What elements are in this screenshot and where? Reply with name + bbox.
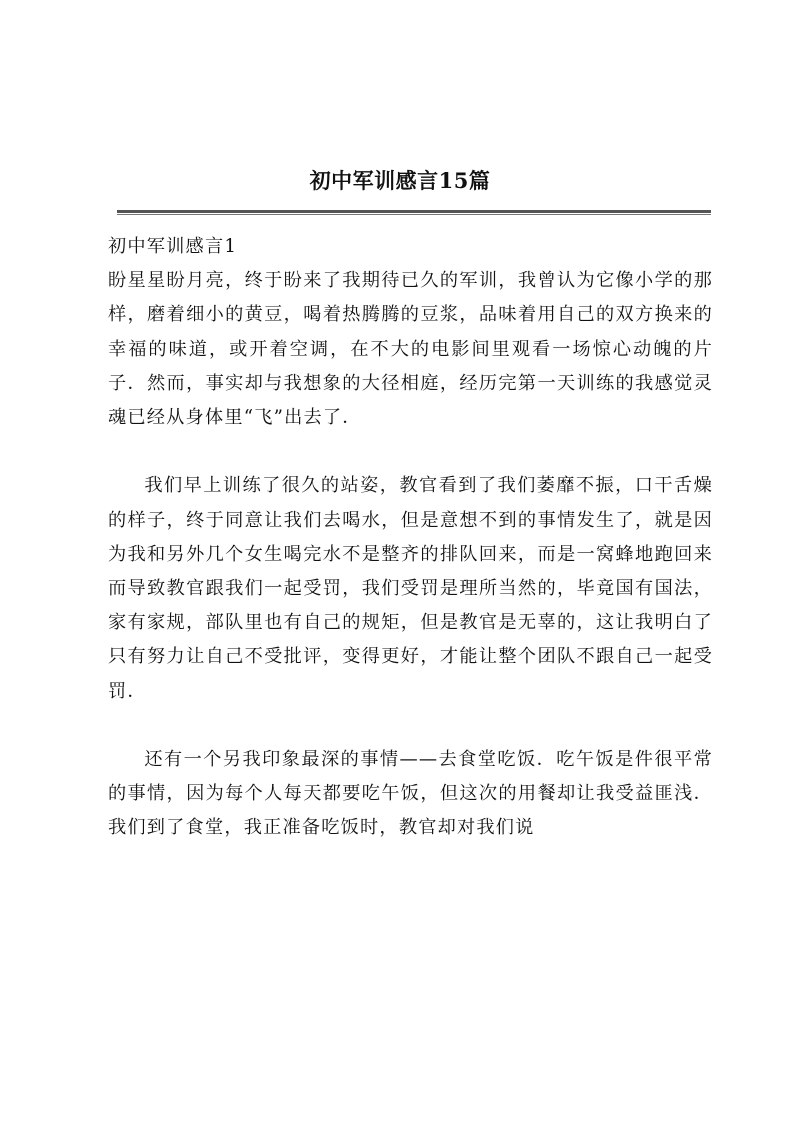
paragraph-3: 还有一个另我印象最深的事情——去食堂吃饭．吃午饭是件很平常的事情，因为每个人每天都要吃午饭，但这次的用餐却让我受益匪浅．我们到了食堂，我正准备吃饭时，教官却对我们说 <box>108 749 713 839</box>
title-underline-thin <box>117 214 711 215</box>
paragraph-spacer <box>108 435 713 469</box>
document-title: 初中军训感言15篇 <box>309 168 491 193</box>
title-underline-thick <box>117 210 711 213</box>
paragraph-2: 我们早上训练了很久的站姿，教官看到了我们萎靡不振，口干舌燥的样子，终于同意让我们去喝水，但是意想不到的事情发生了，就是因为我和另外几个女生喝完水不是整齐的排队回来，而是一窝蜂地跑回来而导致教官跟我们一起受罚，我们受罚是理所当然的，毕竟国有国法，家有家规，部队里也有自己的规矩，但是教官是无辜的，这让我明白了只有努力让自己不受批评，变得更好，才能让整个团队不跟自己一起受罚． <box>108 475 713 702</box>
section-heading: 初中军训感言1 <box>108 236 238 257</box>
document-body <box>108 230 713 846</box>
paragraph-spacer <box>108 709 713 743</box>
paragraph-1: 盼星星盼月亮，终于盼来了我期待已久的军训，我曾认为它像小学的那样，磨着细小的黄豆，喝着热腾腾的豆浆，品味着用自己的双方换来的幸福的味道，或开着空调，在不大的电影间里观看一场惊心动魄的片子．然而，事实却与我想象的大径相庭，经历完第一天训练的我感觉灵魂已经从身体里“飞”出去了． <box>108 270 713 429</box>
